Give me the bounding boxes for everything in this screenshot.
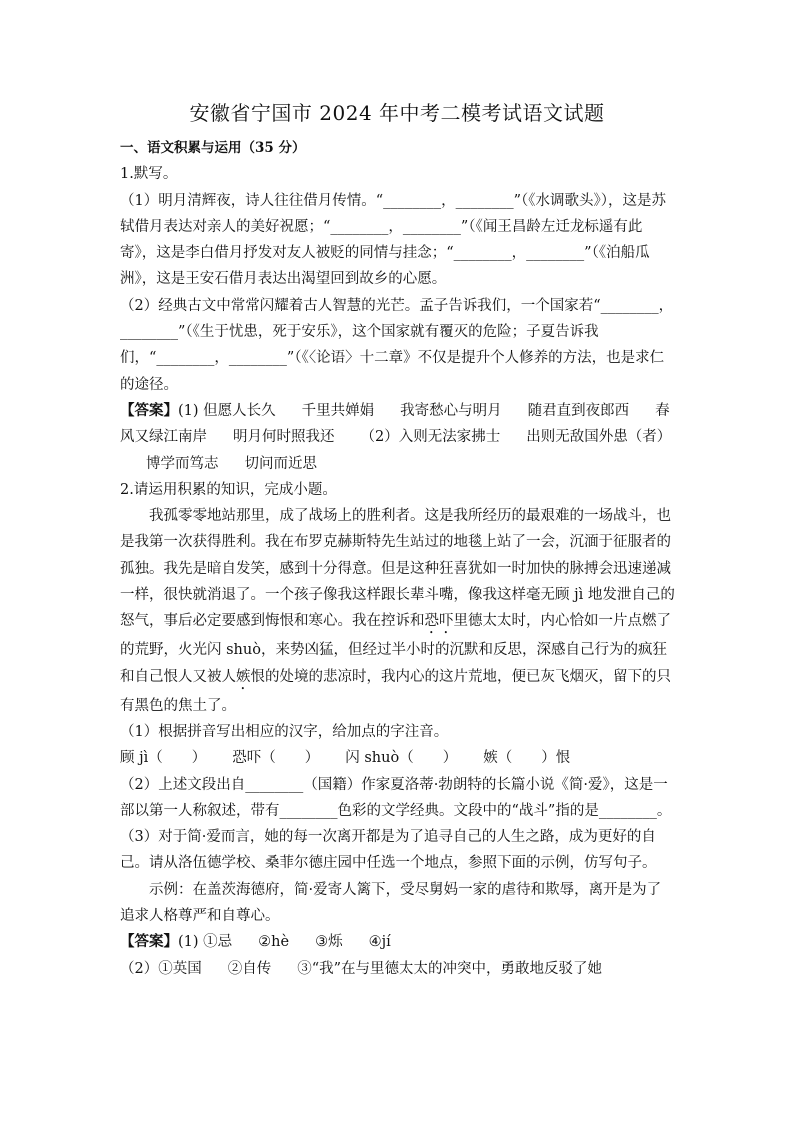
question-2-label: 2.请运用积累的知识，完成小题。	[120, 481, 337, 498]
answer-item: ③烁	[315, 934, 343, 951]
dotted-word: 嫉	[236, 668, 251, 685]
answer-item: 随君直到夜郎西	[527, 402, 630, 419]
answer-item: ④jí	[368, 934, 391, 951]
answer-item: 出则无敌国外患（者）	[526, 429, 672, 446]
question-2-answer-1	[120, 929, 675, 955]
question-1-part-1: （1）明月清辉夜，诗人往往借月传情。“________，________”（《水调歌头》），这是苏轼借月表达对亲人的美好祝愿；“________，________”（《闻王昌龄左迁龙标遥有此寄》，这是李白借月抒发对友人被贬的同情与挂念；“________，________”（《泊船瓜洲》，这是王安石借月表达出渴望回到故乡的心愿。	[120, 192, 667, 288]
question-2-answer-2	[120, 956, 675, 982]
question-1-part-2: （2）经典古文中常常闪耀着古人智慧的光芒。孟子告诉我们，一个国家若“________，________”（《生于忧患，死于安乐》，这个国家就有覆灭的危险；子夏告诉我们，“________，________”（《〈论语〉十二章》不仅是提升个人修养的方法，也是求仁的途径。	[120, 297, 674, 393]
example-sentence: 示例：在盖茨海德府，简·爱寄人篱下，受尽舅妈一家的虐待和欺辱，离开是为了追求人格尊严和自尊心。	[120, 881, 662, 925]
answer-item: 我寄愁心与明月	[400, 402, 502, 419]
answer-item: 千里共婵娟	[301, 402, 375, 419]
dotted-word: 恐吓	[424, 613, 454, 630]
blank-item: 恐吓（ ）	[232, 750, 320, 767]
question-2-sub-1: （1）根据拼音写出相应的汉字，给加点的字注音。	[120, 723, 449, 740]
answer-tag: 【答案】	[120, 933, 178, 951]
question-1-label: 1.默写。	[120, 166, 178, 183]
answer-tag: 【答案】	[120, 401, 178, 419]
answer-item: 切问而近思	[244, 455, 317, 472]
answer-item: ②hè	[258, 934, 290, 951]
reading-passage	[120, 503, 675, 719]
document-body	[120, 135, 675, 982]
section-heading: 一、语文积累与运用（35 分）	[120, 140, 306, 156]
page-title: 安徽省宁国市 2024 年中考二模考试语文试题	[189, 101, 605, 125]
blank-item: 闪 shuò（ ）	[345, 750, 458, 767]
answer-item: 明月何时照我还	[233, 429, 335, 446]
question-1-answer	[120, 398, 675, 477]
question-2-sub-3: （3）对于简·爱而言，她的每一次离开都是为了追寻自己的人生之路，成为更好的自己。请从洛伍德学校、桑菲尔德庄园中任选一个地点，参照下面的示例，仿写句子。	[120, 829, 657, 872]
answer-item: 博学而笃志	[146, 455, 219, 472]
passage-text: 我孤零零地站那里，成了战场上的胜利者。这是我所经历的最艰难的一场战斗，也是我第一次获得胜利。我在布罗克赫斯特先生站过的地毯上站了一会，沉湎于征服者的孤独。我先是暗自发笑，感到十分得意。但是这种狂喜犹如一时加快的脉搏会迅速递减一样，很快就消退了。一个孩子像我这样跟长辈斗嘴，像我这样毫无顾 jì 地发泄自己的怒气，事后必定要感到悔恨和寒心。我在控诉和	[120, 508, 675, 630]
answer-item: (1) ①忌	[178, 934, 233, 951]
answer-item: ②自传	[227, 960, 272, 977]
passage-text: 恨的处境的悲凉时，我内心的这片荒地，便已灰飞烟灭，留下的只有黑色的焦土了。	[120, 668, 671, 714]
blank-item: 嫉（ ）恨	[483, 750, 571, 767]
question-2-sub-2: （2）上述文段出自________（国籍）作家夏洛蒂·勃朗特的长篇小说《简·爱》，这是一部以第一人称叙述，带有________色彩的文学经典。文段中的“战斗”指的是________。	[120, 776, 672, 819]
answer-item: ③“我”在与里德太太的冲突中，勇敢地反驳了她	[297, 960, 603, 977]
answer-item: (1) 但愿人长久	[178, 402, 276, 419]
pinyin-blanks	[120, 745, 675, 771]
answer-item: 春风又绿江南岸	[120, 402, 670, 446]
answer-item: （2）①英国	[120, 960, 202, 977]
answer-item: （2）入则无法家拂士	[360, 429, 501, 446]
passage-text: 里德太太时，内心恰如一片点燃了的荒野，火光闪 shuò，来势凶猛，但经过半小时的沉默和反思，深感自己行为的疯狂和自己恨人又被人	[120, 613, 671, 685]
blank-item: 顾 jì（ ）	[120, 750, 207, 767]
